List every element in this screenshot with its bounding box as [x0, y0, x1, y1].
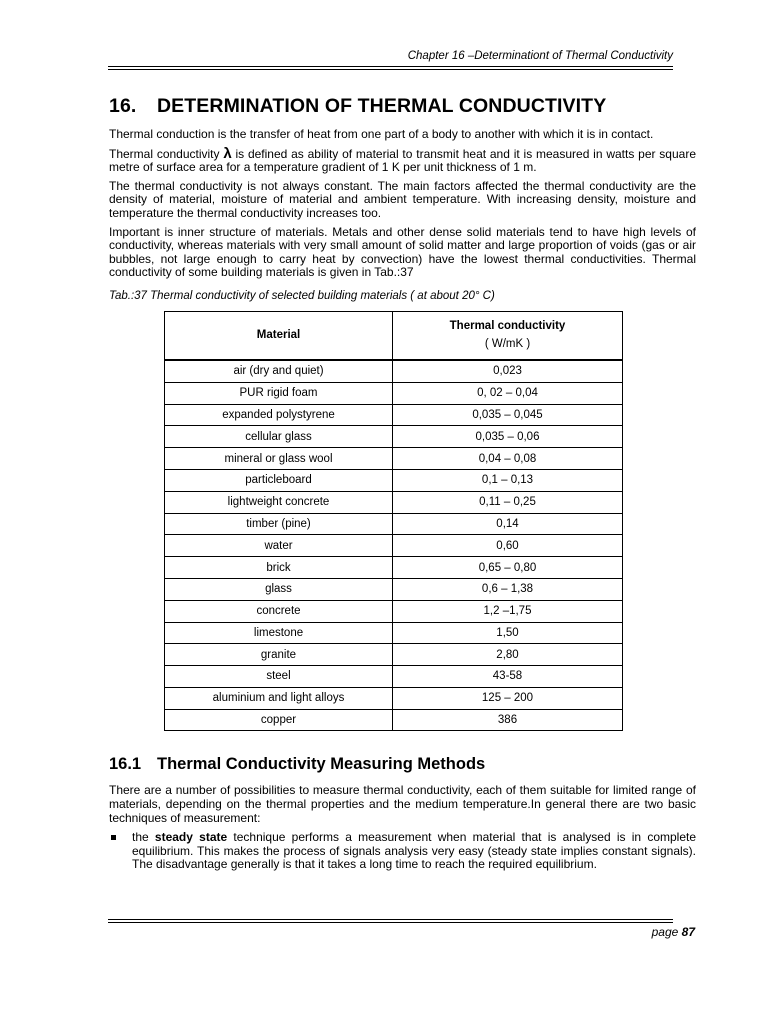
table-row — [165, 666, 623, 688]
conductivity-cell: 0,035 – 0,06 — [393, 426, 623, 448]
paragraph-methods-intro: There are a number of possibilities to measure thermal conductivity, each of them suitable for limited range of materials, depending on the thermal properties and the medium temperature.In general there are two basic techniques of measurement: — [109, 783, 696, 825]
subsection-heading — [109, 755, 696, 774]
paragraph-text: is defined as ability of material to transmit heat and it is measured in watts per square metre of surface area for a temperature gradient of 1 K per unit thickness of 1 m. — [109, 146, 696, 175]
conductivity-cell: 0,04 – 0,08 — [393, 448, 623, 470]
chapter-number: 16. — [109, 95, 137, 117]
paragraph-definition-conduction: Thermal conduction is the transfer of heat from one part of a body to another with which it is in contact. — [109, 127, 654, 141]
conductivity-cell: 0,035 – 0,045 — [393, 404, 623, 426]
page-label: page — [651, 925, 682, 939]
column-header-unit: ( W/mK ) — [484, 338, 531, 351]
paragraph-structure: Important is inner structure of materials. Metals and other dense solid materials tend to have high levels of conductivity, whereas materials with very small amount of solid matter and large proportion of voids (gas or air bubbles, not large enough to carry heat by convection) have the lowest thermal conductivities. Thermal conductivity of some building materials is given in Tab.:37 — [109, 224, 696, 280]
table-row — [165, 709, 623, 731]
table-row — [165, 687, 623, 709]
lambda-symbol: λ — [223, 144, 232, 162]
paragraph-definition-conductivity — [109, 144, 696, 175]
table-header-row — [165, 311, 623, 360]
table-row — [165, 513, 623, 535]
table-row — [165, 578, 623, 600]
footer-rule — [108, 919, 673, 923]
material-cell: concrete — [165, 600, 393, 622]
table-row — [165, 426, 623, 448]
table-row — [165, 600, 623, 622]
conductivity-cell: 386 — [393, 709, 623, 731]
table-row — [165, 491, 623, 513]
paragraph-text: Thermal conductivity — [109, 146, 224, 161]
material-cell: particleboard — [165, 469, 393, 491]
page-number: 87 — [681, 925, 695, 939]
material-cell: air (dry and quiet) — [165, 360, 393, 382]
conductivity-cell: 2,80 — [393, 644, 623, 666]
conductivity-cell: 0,65 – 0,80 — [393, 557, 623, 579]
column-header-conductivity — [393, 311, 623, 360]
conductivity-cell: 0,1 – 0,13 — [393, 469, 623, 491]
table-row — [165, 382, 623, 404]
conductivity-cell: 0,023 — [393, 360, 623, 382]
list-item — [109, 831, 696, 872]
conductivity-cell: 0,11 – 0,25 — [393, 491, 623, 513]
material-cell: limestone — [165, 622, 393, 644]
material-cell: brick — [165, 557, 393, 579]
conductivity-table — [164, 311, 623, 732]
material-cell: mineral or glass wool — [165, 448, 393, 470]
material-cell: timber (pine) — [165, 513, 393, 535]
conductivity-cell: 0, 02 – 0,04 — [393, 382, 623, 404]
paragraph-factors: The thermal conductivity is not always constant. The main factors affected the thermal conductivity are the density of material, moisture of material and ambient temperature. With increasing density, moisture and temperature the thermal conductivity increases too. — [109, 178, 696, 220]
material-cell: aluminium and light alloys — [165, 687, 393, 709]
table-caption: Tab.:37 Thermal conductivity of selected building materials ( at about 20° C) — [109, 289, 495, 302]
table-row — [165, 644, 623, 666]
table-row — [165, 469, 623, 491]
subsection-number: 16.1 — [109, 755, 142, 774]
material-cell: lightweight concrete — [165, 491, 393, 513]
material-cell: steel — [165, 666, 393, 688]
material-cell: glass — [165, 578, 393, 600]
table-row — [165, 535, 623, 557]
material-cell: water — [165, 535, 393, 557]
material-cell: granite — [165, 644, 393, 666]
column-header-conductivity-title: Thermal conductivity — [449, 320, 566, 333]
conductivity-cell: 0,6 – 1,38 — [393, 578, 623, 600]
conductivity-cell: 0,60 — [393, 535, 623, 557]
material-cell: PUR rigid foam — [165, 382, 393, 404]
table-row — [165, 557, 623, 579]
conductivity-cell: 43-58 — [393, 666, 623, 688]
square-bullet-icon — [111, 835, 116, 840]
table-row — [165, 404, 623, 426]
list-item-term: steady state — [154, 830, 228, 845]
material-cell: expanded polystyrene — [165, 404, 393, 426]
conductivity-cell: 1,50 — [393, 622, 623, 644]
subsection-title: Thermal Conductivity Measuring Methods — [157, 755, 486, 774]
conductivity-cell: 0,14 — [393, 513, 623, 535]
methods-list — [109, 831, 696, 872]
chapter-heading — [109, 95, 696, 118]
conductivity-cell: 1,2 –1,75 — [393, 600, 623, 622]
page-footer — [108, 925, 695, 939]
column-header-material: Material — [165, 311, 393, 360]
page-content — [109, 95, 696, 872]
table-row — [165, 448, 623, 470]
conductivity-cell: 125 – 200 — [393, 687, 623, 709]
chapter-title: DETERMINATION OF THERMAL CONDUCTIVITY — [157, 95, 607, 117]
table-row — [165, 360, 623, 382]
header-rule — [108, 66, 673, 70]
list-item-text: the — [132, 830, 155, 845]
running-header: Chapter 16 –Determinationt of Thermal Conductivity — [407, 50, 673, 62]
material-cell: cellular glass — [165, 426, 393, 448]
table-row — [165, 622, 623, 644]
material-cell: copper — [165, 709, 393, 731]
list-item-text: technique performs a measurement when material that is analysed is in complete equilibrium. This makes the process of signals analysis very easy (steady state implies constant signals). The disadvantage generally is that it takes a long time to reach the required equilibrium. — [132, 830, 697, 872]
